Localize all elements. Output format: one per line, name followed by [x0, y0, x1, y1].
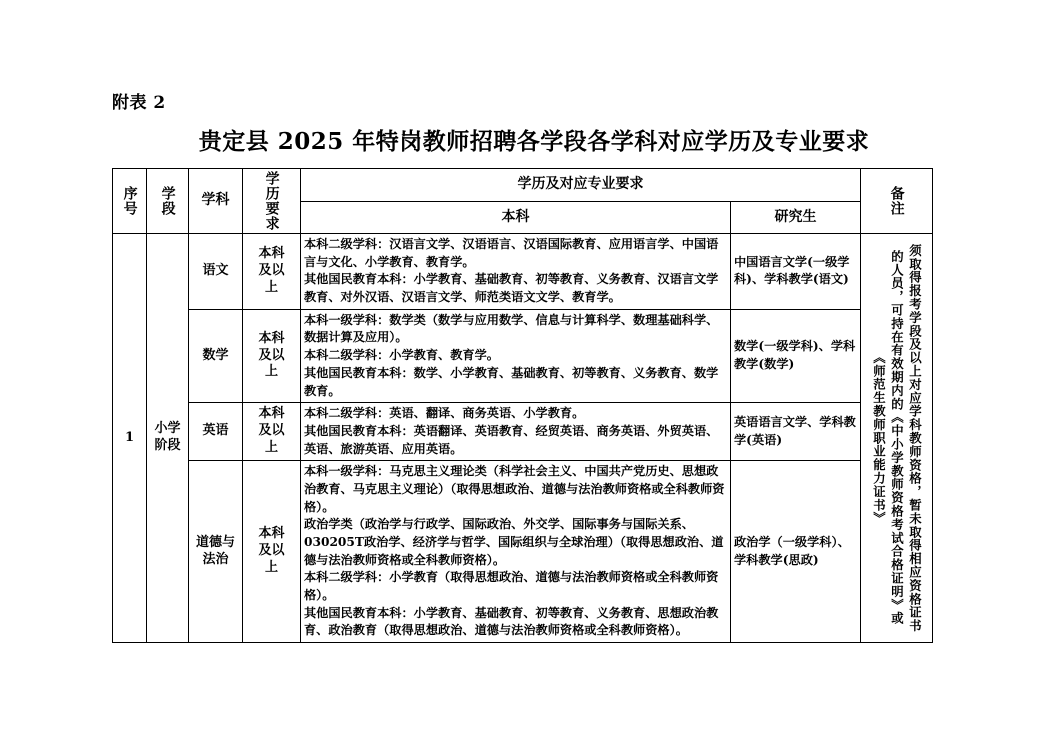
cell-stage-line2: 阶段	[154, 438, 181, 454]
cell-subject: 语文	[189, 234, 243, 310]
header-remark: 备注	[861, 169, 933, 234]
table-row	[113, 234, 933, 310]
attachment-label: 附表 2	[112, 93, 166, 113]
header-graduate: 研究生	[731, 201, 861, 234]
cell-seq: 1	[113, 234, 147, 643]
cell-education: 本科 及以 上	[243, 461, 301, 643]
cell-undergraduate: 本科二级学科：汉语言文学、汉语语言、汉语国际教育、应用语言学、中国语言与文化、小学教育、教育学。 其他国民教育本科：小学教育、基础教育、初等教育、义务教育、汉语言文学教育、对外汉语、汉语言文学、师范类语文文学、教育学。	[301, 234, 731, 310]
cell-education: 本科 及以 上	[243, 234, 301, 310]
cell-undergraduate: 本科一级学科：数学类（数学与应用数学、信息与计算科学、数理基础科学、数据计算及应用）。 本科二级学科：小学教育、教育学。 其他国民教育本科：数学、小学教育、基础教育、初等教育、义务教育、数学教育。	[301, 309, 731, 402]
cell-stage	[147, 234, 189, 643]
table-header-row	[113, 169, 933, 202]
header-education: 学历要求	[243, 169, 301, 234]
document-body	[112, 88, 942, 643]
table-row	[113, 403, 933, 461]
header-seq: 序号	[113, 169, 147, 234]
cell-education: 本科 及以 上	[243, 403, 301, 461]
header-subject: 学科	[189, 169, 243, 234]
cell-graduate: 英语语言文学、学科教学(英语)	[731, 403, 861, 461]
header-group: 学历及对应专业要求	[301, 169, 861, 202]
cell-subject: 道德与 法治	[189, 461, 243, 643]
cell-subject: 数学	[189, 309, 243, 402]
cell-education: 本科 及以 上	[243, 309, 301, 402]
cell-undergraduate: 本科一级学科：马克思主义理论类（科学社会主义、中国共产党历史、思想政治教育、马克思主义理论）（取得思想政治、道德与法治教师资格或全科教师资格）。 政治学类（政治学与行政学、国际政治、外交学、国际事务与国际关系、030205T政治学、经济学与哲学、国际组织与全球治理）（取得思想政治、道德与法治教师资格或全科教师资格）。 本科二级学科：小学教育（取得思想政治、道德与法治教师资格或全科教师资格）。 其他国民教育本科：小学教育、基础教育、初等教育、义务教育、思想政治教育、政治教育（取得思想政治、道德与法治教师资格或全科教师资格）。	[301, 461, 731, 643]
cell-subject: 英语	[189, 403, 243, 461]
cell-remark: 须取得报考学段及以上对应学科教师资格，暂未取得相应资格证书的人员，可持在有效期内的《中小学教师资格考试合格证明》或《师范生教师职业能力证书》	[861, 234, 933, 643]
cell-graduate: 政治学（一级学科）、学科教学(思政)	[731, 461, 861, 643]
requirements-table	[112, 168, 933, 643]
cell-stage-line1: 小学	[154, 421, 181, 437]
header-undergraduate: 本科	[301, 201, 731, 234]
table-row	[113, 309, 933, 402]
page-title: 贵定县 2025 年特岗教师招聘各学段各学科对应学历及专业要求	[198, 128, 870, 155]
table-row	[113, 461, 933, 643]
header-stage: 学段	[147, 169, 189, 234]
cell-undergraduate: 本科二级学科：英语、翻译、商务英语、小学教育。 其他国民教育本科：英语翻译、英语教育、经贸英语、商务英语、外贸英语、英语、旅游英语、应用英语。	[301, 403, 731, 461]
cell-graduate: 数学(一级学科)、学科教学(数学)	[731, 309, 861, 402]
cell-graduate: 中国语言文学(一级学科)、学科教学(语文)	[731, 234, 861, 310]
